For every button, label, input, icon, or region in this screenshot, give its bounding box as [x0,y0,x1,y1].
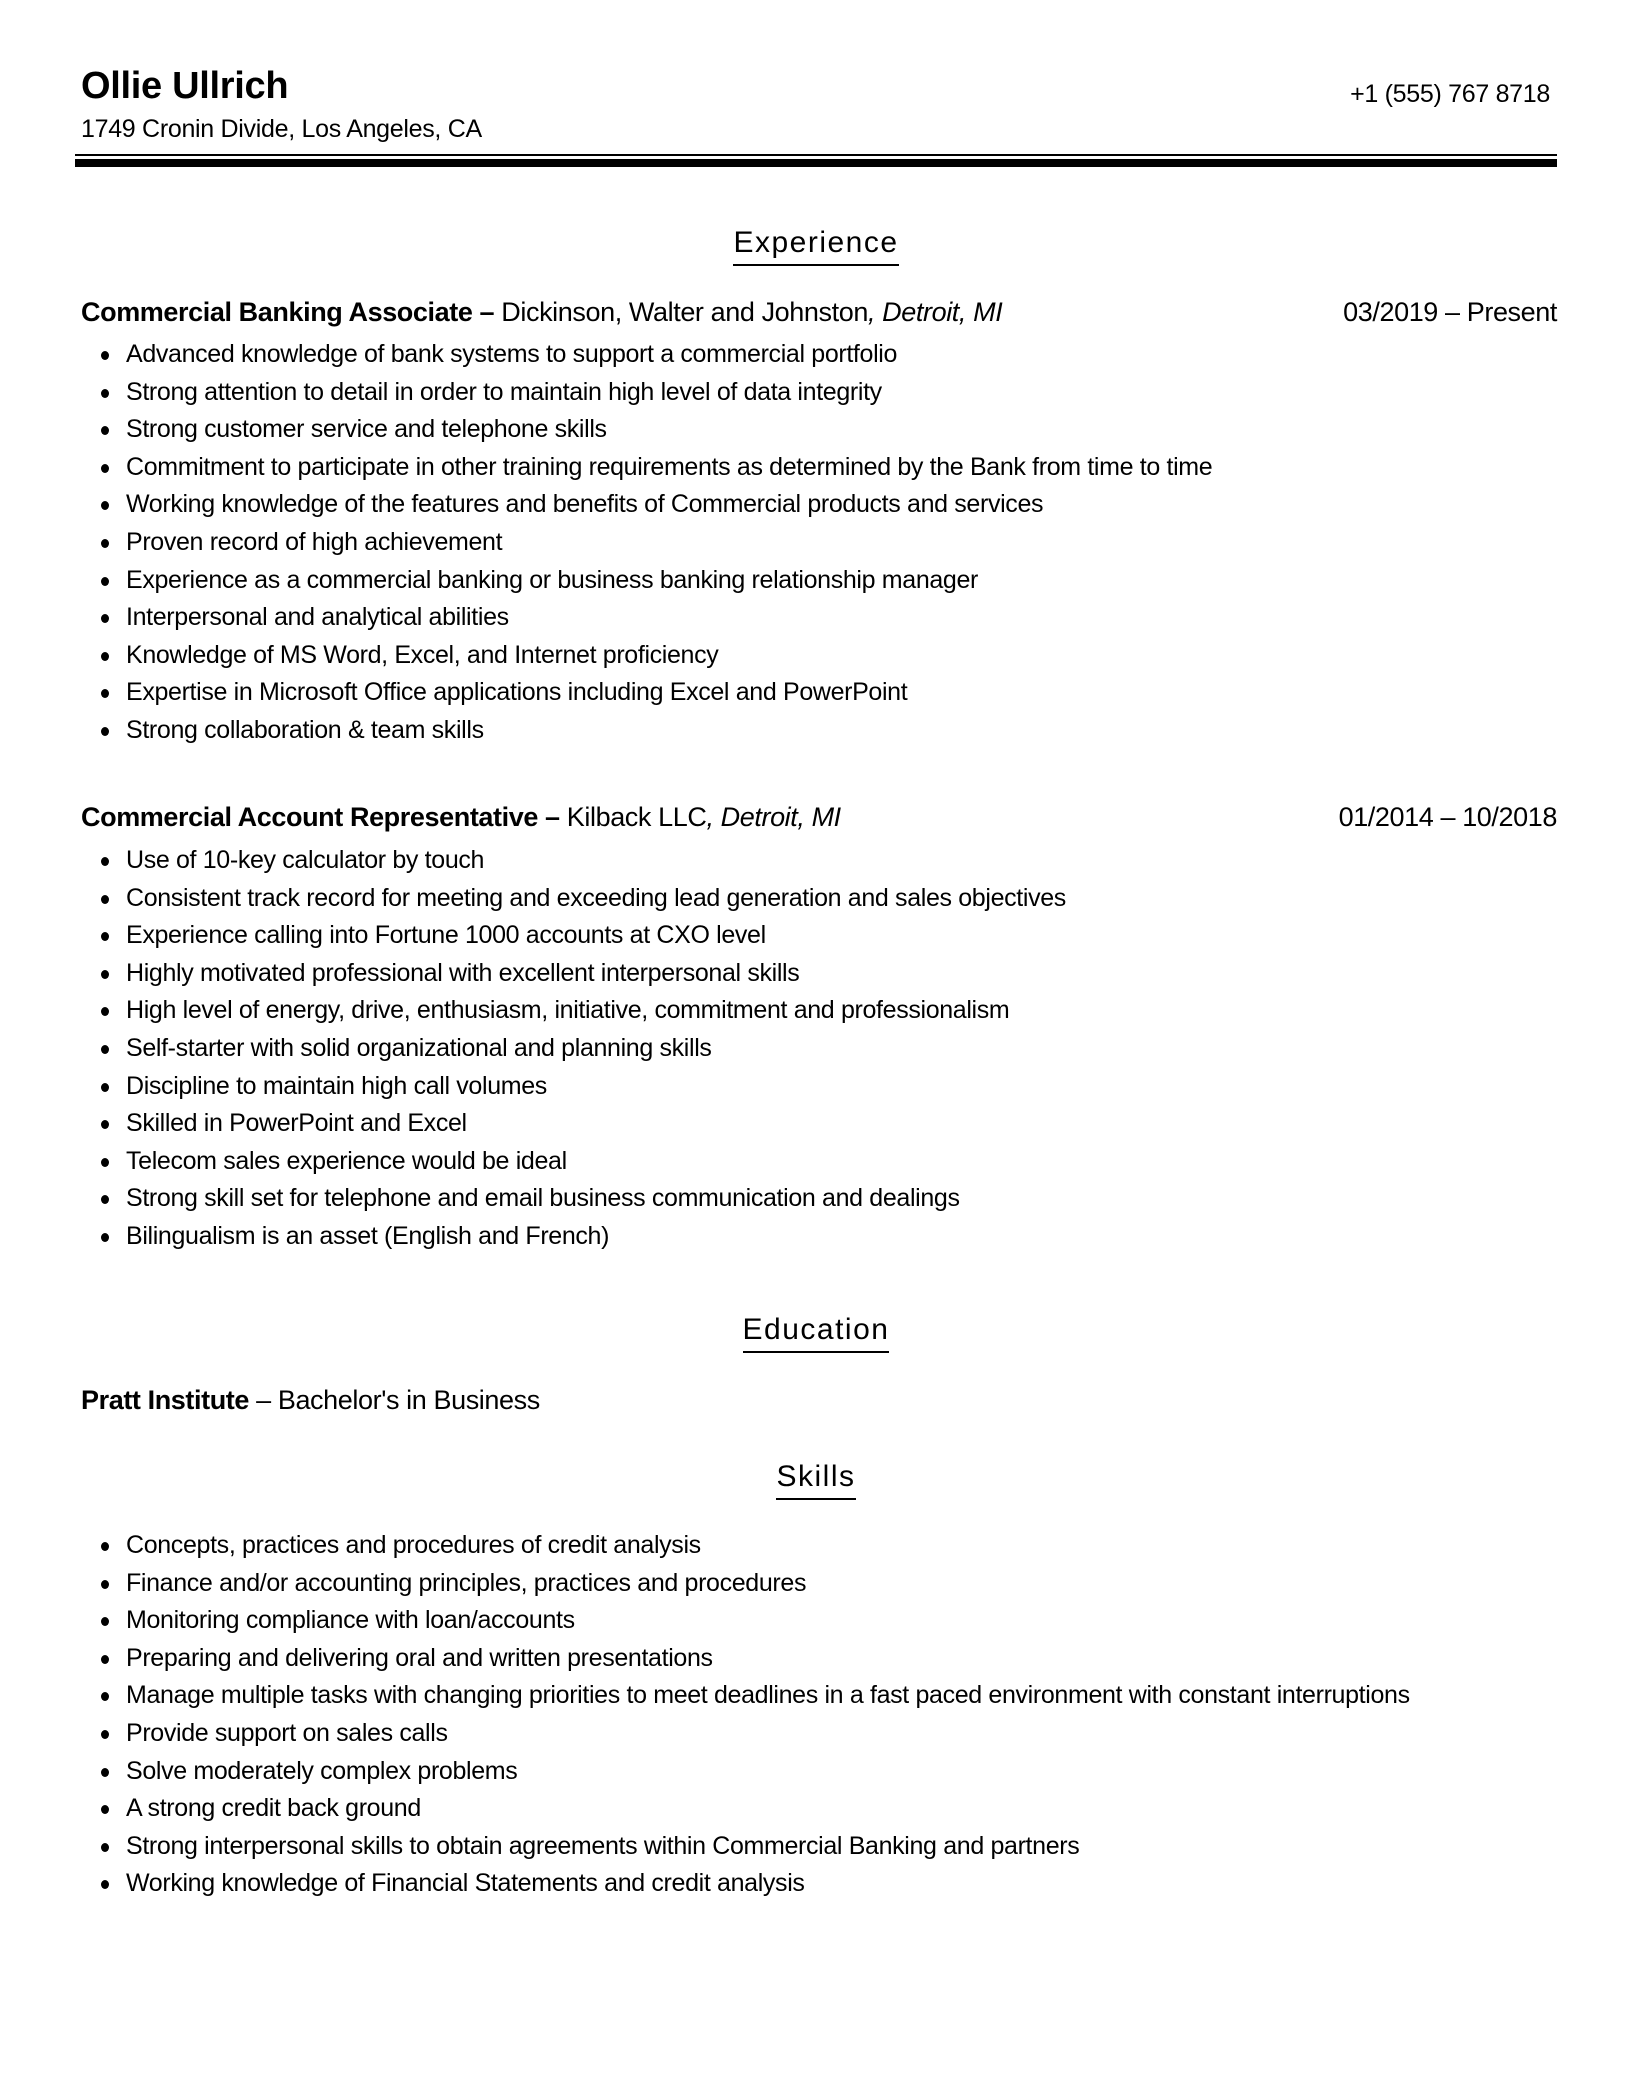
education-school: Pratt Institute [81,1385,250,1415]
job-company: Dickinson, Walter and Johnston [494,297,868,327]
job-location: , Detroit, MI [867,297,1003,327]
bullet-icon [101,1617,109,1626]
list-item: Strong customer service and telephone skills [81,411,1501,449]
bullet-icon [101,501,109,510]
list-item: Telecom sales experience would be ideal [81,1143,1501,1181]
job-role: Commercial Banking Associate – [81,297,495,327]
header-divider-thick [75,159,1557,167]
list-item: Strong skill set for telephone and email business communication and dealings [81,1180,1501,1218]
list-item: Skilled in PowerPoint and Excel [81,1105,1501,1143]
job-role: Commercial Account Representative – [81,802,560,832]
bullet-icon [101,1007,109,1016]
list-item: Proven record of high achievement [81,524,1501,562]
list-item: Consistent track record for meeting and exceeding lead generation and sales objectives [81,880,1501,918]
bullet-icon [101,1692,109,1701]
job-title-row [81,295,1557,329]
bullet-icon [101,614,109,623]
job-dates: 03/2019 – Present [1343,297,1557,327]
candidate-name: Ollie Ullrich [81,65,289,107]
section-heading-skills: Skills [0,1458,1632,1500]
bullet-icon [101,1120,109,1129]
bullet-icon [101,857,109,866]
list-item: Experience as a commercial banking or business banking relationship manager [81,562,1501,600]
bullet-icon [101,1768,109,1777]
bullet-icon [101,1805,109,1814]
list-item: Strong attention to detail in order to maintain high level of data integrity [81,374,1501,412]
bullet-icon [101,1542,109,1551]
list-item: Knowledge of MS Word, Excel, and Internet proficiency [81,637,1501,675]
bullet-icon [101,539,109,548]
list-item: Use of 10-key calculator by touch [81,842,1501,880]
job-company: Kilback LLC [559,802,707,832]
bullet-icon [101,1580,109,1589]
bullet-icon [101,970,109,979]
bullet-icon [101,1045,109,1054]
bullet-icon [101,652,109,661]
list-item: Discipline to maintain high call volumes [81,1068,1501,1106]
list-item: Working knowledge of the features and benefits of Commercial products and services [81,486,1501,524]
bullet-icon [101,1730,109,1739]
bullet-icon [101,932,109,941]
list-item: Working knowledge of Financial Statements and credit analysis [81,1865,1411,1903]
education-degree: – Bachelor's in Business [249,1385,540,1415]
bullet-icon [101,1158,109,1167]
bullet-icon [101,1083,109,1092]
job-title-row [81,800,1557,834]
section-heading-education: Education [0,1311,1632,1353]
bullet-icon [101,389,109,398]
header-divider-thin [75,154,1557,156]
list-item: A strong credit back ground [81,1790,1411,1828]
bullet-icon [101,1233,109,1242]
education-entry [81,1383,540,1417]
bullet-icon [101,727,109,736]
list-item: Expertise in Microsoft Office applications including Excel and PowerPoint [81,674,1501,712]
list-item: Preparing and delivering oral and written presentations [81,1640,1411,1678]
job-bullets [81,842,1501,1256]
bullet-icon [101,1195,109,1204]
skills-list [81,1527,1411,1903]
list-item: High level of energy, drive, enthusiasm, initiative, commitment and professionalism [81,992,1501,1030]
list-item: Experience calling into Fortune 1000 accounts at CXO level [81,917,1501,955]
list-item: Concepts, practices and procedures of credit analysis [81,1527,1411,1565]
bullet-icon [101,1843,109,1852]
list-item: Strong interpersonal skills to obtain agreements within Commercial Banking and partners [81,1828,1411,1866]
list-item: Advanced knowledge of bank systems to support a commercial portfolio [81,336,1501,374]
list-item: Manage multiple tasks with changing priorities to meet deadlines in a fast paced environment with constant interruptions [81,1677,1411,1715]
bullet-icon [101,464,109,473]
list-item: Solve moderately complex problems [81,1753,1411,1791]
list-item: Commitment to participate in other training requirements as determined by the Bank from time to time [81,449,1501,487]
list-item: Highly motivated professional with excellent interpersonal skills [81,955,1501,993]
candidate-phone: +1 (555) 767 8718 [1350,80,1550,108]
list-item: Self-starter with solid organizational and planning skills [81,1030,1501,1068]
job-dates: 01/2014 – 10/2018 [1338,802,1557,832]
list-item: Monitoring compliance with loan/accounts [81,1602,1411,1640]
list-item: Interpersonal and analytical abilities [81,599,1501,637]
job-location: , Detroit, MI [706,802,841,832]
bullet-icon [101,426,109,435]
section-heading-experience: Experience [0,224,1632,266]
bullet-icon [101,689,109,698]
bullet-icon [101,1655,109,1664]
job-bullets [81,336,1501,750]
bullet-icon [101,1880,109,1889]
list-item: Strong collaboration & team skills [81,712,1501,750]
bullet-icon [101,351,109,360]
bullet-icon [101,895,109,904]
list-item: Finance and/or accounting principles, practices and procedures [81,1565,1411,1603]
list-item: Provide support on sales calls [81,1715,1411,1753]
candidate-address: 1749 Cronin Divide, Los Angeles, CA [81,115,482,143]
list-item: Bilingualism is an asset (English and French) [81,1218,1501,1256]
bullet-icon [101,577,109,586]
